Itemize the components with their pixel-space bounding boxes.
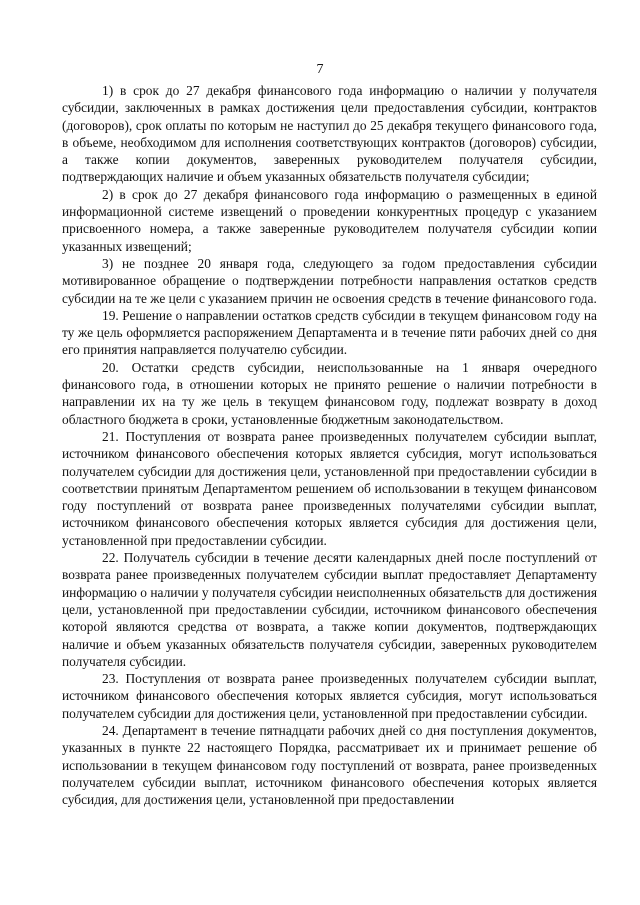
paragraph-clause-22: 22. Получатель субсидии в течение десяти календарных дней после поступлений от возврата ранее произведенных получателем субсидии выплат предоставляет Департаменту информацию о наличии у получателя субсидии неисполненных обязательств для достижения цели, установленной при предоставлении субсидии, источником финансового обеспечения которой являются средства от возврата, а также копии документов, подтверждающих наличие и объем указанных обязательств получателя субсидии, заверенных руководителем получателя субсидии. bbox=[62, 550, 597, 669]
paragraph-clause-20: 20. Остатки средств субсидии, неиспользованные на 1 января очередного финансового года, в отношении которых не принято решение о наличии потребности в направлении их на ту же цель в текущем финансовом году, подлежат возврату в доход областного бюджета в сроки, установленные бюджетным законодательством. bbox=[62, 359, 597, 427]
paragraph-clause-19: 19. Решение о направлении остатков средств субсидии в текущем финансовом году на ту же цель оформляется распоряжением Департамента и в течение пяти рабочих дней со дня его принятия направляется получателю субсидии. bbox=[62, 307, 597, 358]
page-number: 7 bbox=[316, 62, 324, 77]
paragraph-item-3: 3) не позднее 20 января года, следующего за годом предоставления субсидии мотивированное обращение о подтверждении потребности направления остатков средств субсидии на те же цели с указанием причин не освоения средств в течение финансового года. bbox=[62, 255, 597, 306]
paragraph-item-2: 2) в срок до 27 декабря финансового года информацию о размещенных в единой информационной системе извещений о проведении конкурентных процедур с указанием присвоенного номера, а также заверенные руководителем получателя субсидии копии указанных извещений; bbox=[62, 186, 597, 254]
paragraph-clause-24: 24. Департамент в течение пятнадцати рабочих дней со дня поступления документов, указанных в пункте 22 настоящего Порядка, рассматривает их и принимает решение об использовании в текущем финансовом году поступлений от возврата, ранее произведенных получателем субсидии выплат, источником финансового обеспечения которых является субсидия, для достижения цели, установленной при предоставлении bbox=[62, 722, 597, 808]
document-body bbox=[62, 82, 597, 808]
paragraph-item-1: 1) в срок до 27 декабря финансового года информацию о наличии у получателя субсидии, заключенных в рамках достижения цели предоставления субсидии, контрактов (договоров), срок оплаты по которым не наступил до 25 декабря текущего финансового года, в объеме, необходимом для исполнения соответствующих контрактов (договоров) субсидии, а также копии документов, заверенных руководителем получателя субсидии, подтверждающих наличие и объем указанных обязательств получателя субсидии; bbox=[62, 83, 597, 185]
paragraph-clause-23: 23. Поступления от возврата ранее произведенных получателем субсидии выплат, источником финансового обеспечения которых является субсидия, могут использоваться получателем субсидии для достижения цели, установленной при предоставлении субсидии. bbox=[62, 671, 597, 721]
paragraph-clause-21: 21. Поступления от возврата ранее произведенных получателем субсидии выплат, источником финансового обеспечения которых является субсидия, могут использоваться получателем субсидии для достижения цели, установленной при предоставлении субсидии в соответствии принятым Департаментом решением об использовании в текущем финансовом году поступлений от возврата ранее произведенных получателями субсидии выплат, источником финансового обеспечения которых является субсидия для достижения цели, установленной при предоставлении субсидии. bbox=[62, 428, 597, 548]
